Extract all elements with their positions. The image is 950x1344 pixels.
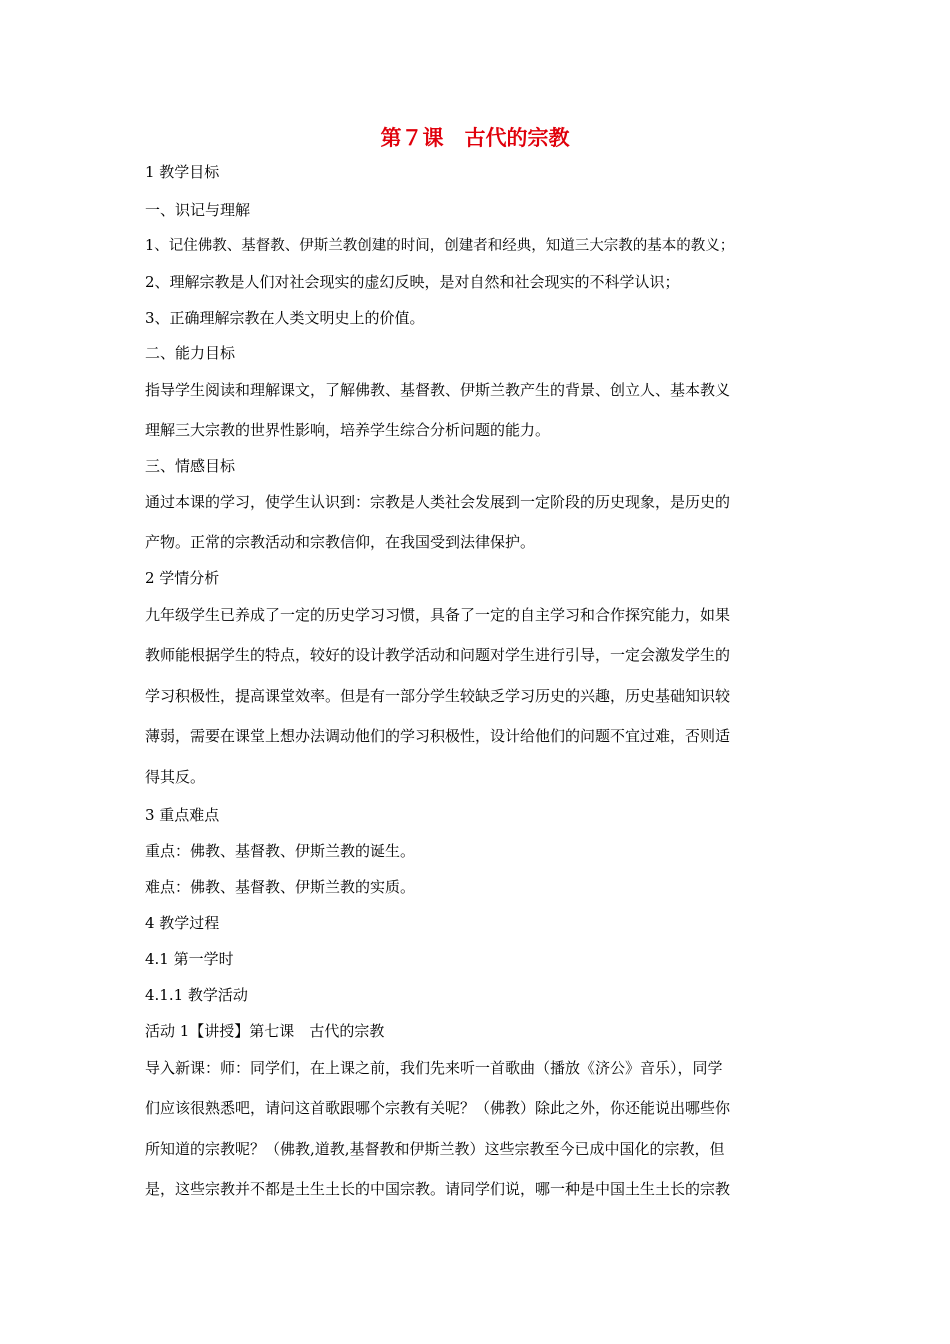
- paragraph-line: 学习积极性，提高课堂效率。但是有一部分学生较缺乏学习历史的兴趣，历史基础知识较: [145, 687, 731, 705]
- paragraph-line: 所知道的宗教呢？（佛教,道教,基督教和伊斯兰教）这些宗教至今已成中国化的宗教，但: [145, 1140, 725, 1158]
- paragraph-line: 2、理解宗教是人们对社会现实的虚幻反映，是对自然和社会现实的不科学认识；: [145, 273, 680, 291]
- paragraph-line: 得其反。: [145, 768, 206, 786]
- subheading-first-period: 4.1 第一学时: [145, 950, 234, 968]
- subheading-teaching-activity: 4.1.1 教学活动: [145, 986, 248, 1004]
- activity-heading: 活动 1【讲授】第七课 古代的宗教: [145, 1022, 385, 1040]
- paragraph-line: 通过本课的学习，使学生认识到：宗教是人类社会发展到一定阶段的历史现象，是历史的: [145, 493, 731, 511]
- page-title: 第７课 古代的宗教: [380, 125, 570, 150]
- section-heading-teaching-goals: 1 教学目标: [145, 163, 220, 181]
- paragraph-line: 薄弱，需要在课堂上想办法调动他们的学习积极性，设计给他们的问题不宜过难，否则适: [145, 727, 731, 745]
- paragraph-line: 们应该很熟悉吧，请问这首歌跟哪个宗教有关呢？（佛教）除此之外，你还能说出哪些你: [145, 1099, 731, 1117]
- paragraph-line: 导入新课：师：同学们，在上课之前，我们先来听一首歌曲（播放《济公》音乐），同学: [145, 1059, 723, 1077]
- paragraph-line: 1、记住佛教、基督教、伊斯兰教创建的时间，创建者和经典，知道三大宗教的基本的教义；: [145, 238, 735, 254]
- section-heading-student-analysis: 2 学情分析: [145, 569, 220, 587]
- section-heading-teaching-process: 4 教学过程: [145, 914, 220, 932]
- paragraph-line: 3、正确理解宗教在人类文明史上的价值。: [145, 309, 425, 327]
- paragraph-line: 重点：佛教、基督教、伊斯兰教的诞生。: [145, 842, 416, 860]
- paragraph-line: 理解三大宗教的世界性影响，培养学生综合分析问题的能力。: [145, 421, 551, 439]
- subheading-emotion-goals: 三、情感目标: [145, 457, 236, 475]
- subheading-memory-understanding: 一、识记与理解: [145, 201, 251, 219]
- section-heading-key-points: 3 重点难点: [145, 806, 220, 824]
- paragraph-line: 九年级学生已养成了一定的历史学习习惯，具备了一定的自主学习和合作探究能力，如果: [145, 606, 731, 624]
- paragraph-line: 指导学生阅读和理解课文，了解佛教、基督教、伊斯兰教产生的背景、创立人、基本教义: [145, 381, 731, 399]
- paragraph-line: 是，这些宗教并不都是土生土长的中国宗教。请同学们说，哪一种是中国土生土长的宗教: [145, 1180, 731, 1198]
- paragraph-line: 难点：佛教、基督教、伊斯兰教的实质。: [145, 878, 416, 896]
- paragraph-line: 产物。正常的宗教活动和宗教信仰，在我国受到法律保护。: [145, 533, 536, 551]
- paragraph-line: 教师能根据学生的特点，较好的设计教学活动和问题对学生进行引导，一定会激发学生的: [145, 646, 731, 664]
- subheading-ability-goals: 二、能力目标: [145, 344, 236, 362]
